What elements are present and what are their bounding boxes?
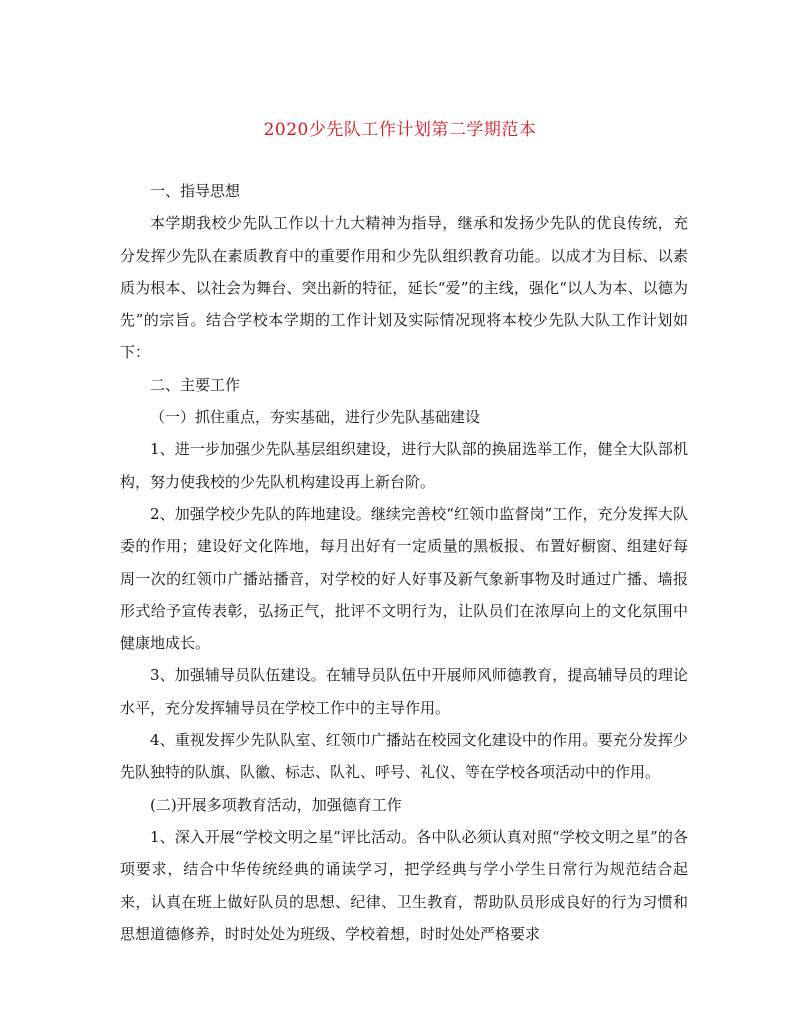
paragraph-item-4: 4、重视发挥少先队队室、红领巾广播站在校园文化建设中的作用。要充分发挥少先队独特的队旗、队徽、标志、队礼、呼号、礼仪、等在学校各项活动中的作用。 <box>120 731 688 782</box>
document-body <box>120 175 688 950</box>
paragraph-item-3: 3、加强辅导员队伍建设。在辅导员队伍中开展师风师德教育，提高辅导员的理论水平，充分发挥辅导员在学校工作中的主导作用。 <box>120 666 688 717</box>
paragraph-item-1: 1、进一步加强少先队基层组织建设，进行大队部的换届选举工作，健全大队部机构，努力使我校的少先队机构建设再上新台阶。 <box>120 440 688 491</box>
heading-guiding-ideology: 一、指导思想 <box>150 182 241 200</box>
heading-main-work: 二、主要工作 <box>150 375 241 394</box>
paragraph-item-2: 2、加强学校少先队的阵地建设。继续完善校“红领巾监督岗”工作，充分发挥大队委的作用；建设好文化阵地，每月出好有一定质量的黑板报、布置好橱窗、组建好每周一次的红领巾广播站播音，对学校的好人好事及新气象新事物及时通过广播、墙报形式给予宣传表彰，弘扬正气，批评不文明行为，让队员们在浓厚向上的文化氛围中健康地成长。 <box>120 504 688 653</box>
paragraph-guiding-ideology: 本学期我校少先队工作以十九大精神为指导，继承和发扬少先队的优良传统，充分发挥少先队在素质教育中的重要作用和少先队组织教育功能。以成才为目标、以素质为根本、以社会为舞台、突出新的特征，延长“爱”的主线，强化“以人为本、以德为先”的宗旨。结合学校本学期的工作计划及实际情况现将本校少先队大队工作计划如下： <box>120 214 688 362</box>
subheading-education-activities: (二)开展多项教育活动，加强德育工作 <box>150 795 402 814</box>
subheading-foundation: （一）抓住重点，夯实基础，进行少先队基础建设 <box>150 408 481 427</box>
document-title: 2020少先队工作计划第二学期范本 <box>263 120 537 140</box>
paragraph-civility-star: 1、深入开展“学校文明之星”评比活动。各中队必须认真对照“学校文明之星”的各项要求，结合中华传统经典的诵读学习，把学经典与学小学生日常行为规范结合起来，认真在班上做好队员的思想、纪律、卫生教育，帮助队员形成良好的行为习惯和思想道德修养，时时处处为班级、学校着想，时时处处严格要求 <box>120 827 688 943</box>
